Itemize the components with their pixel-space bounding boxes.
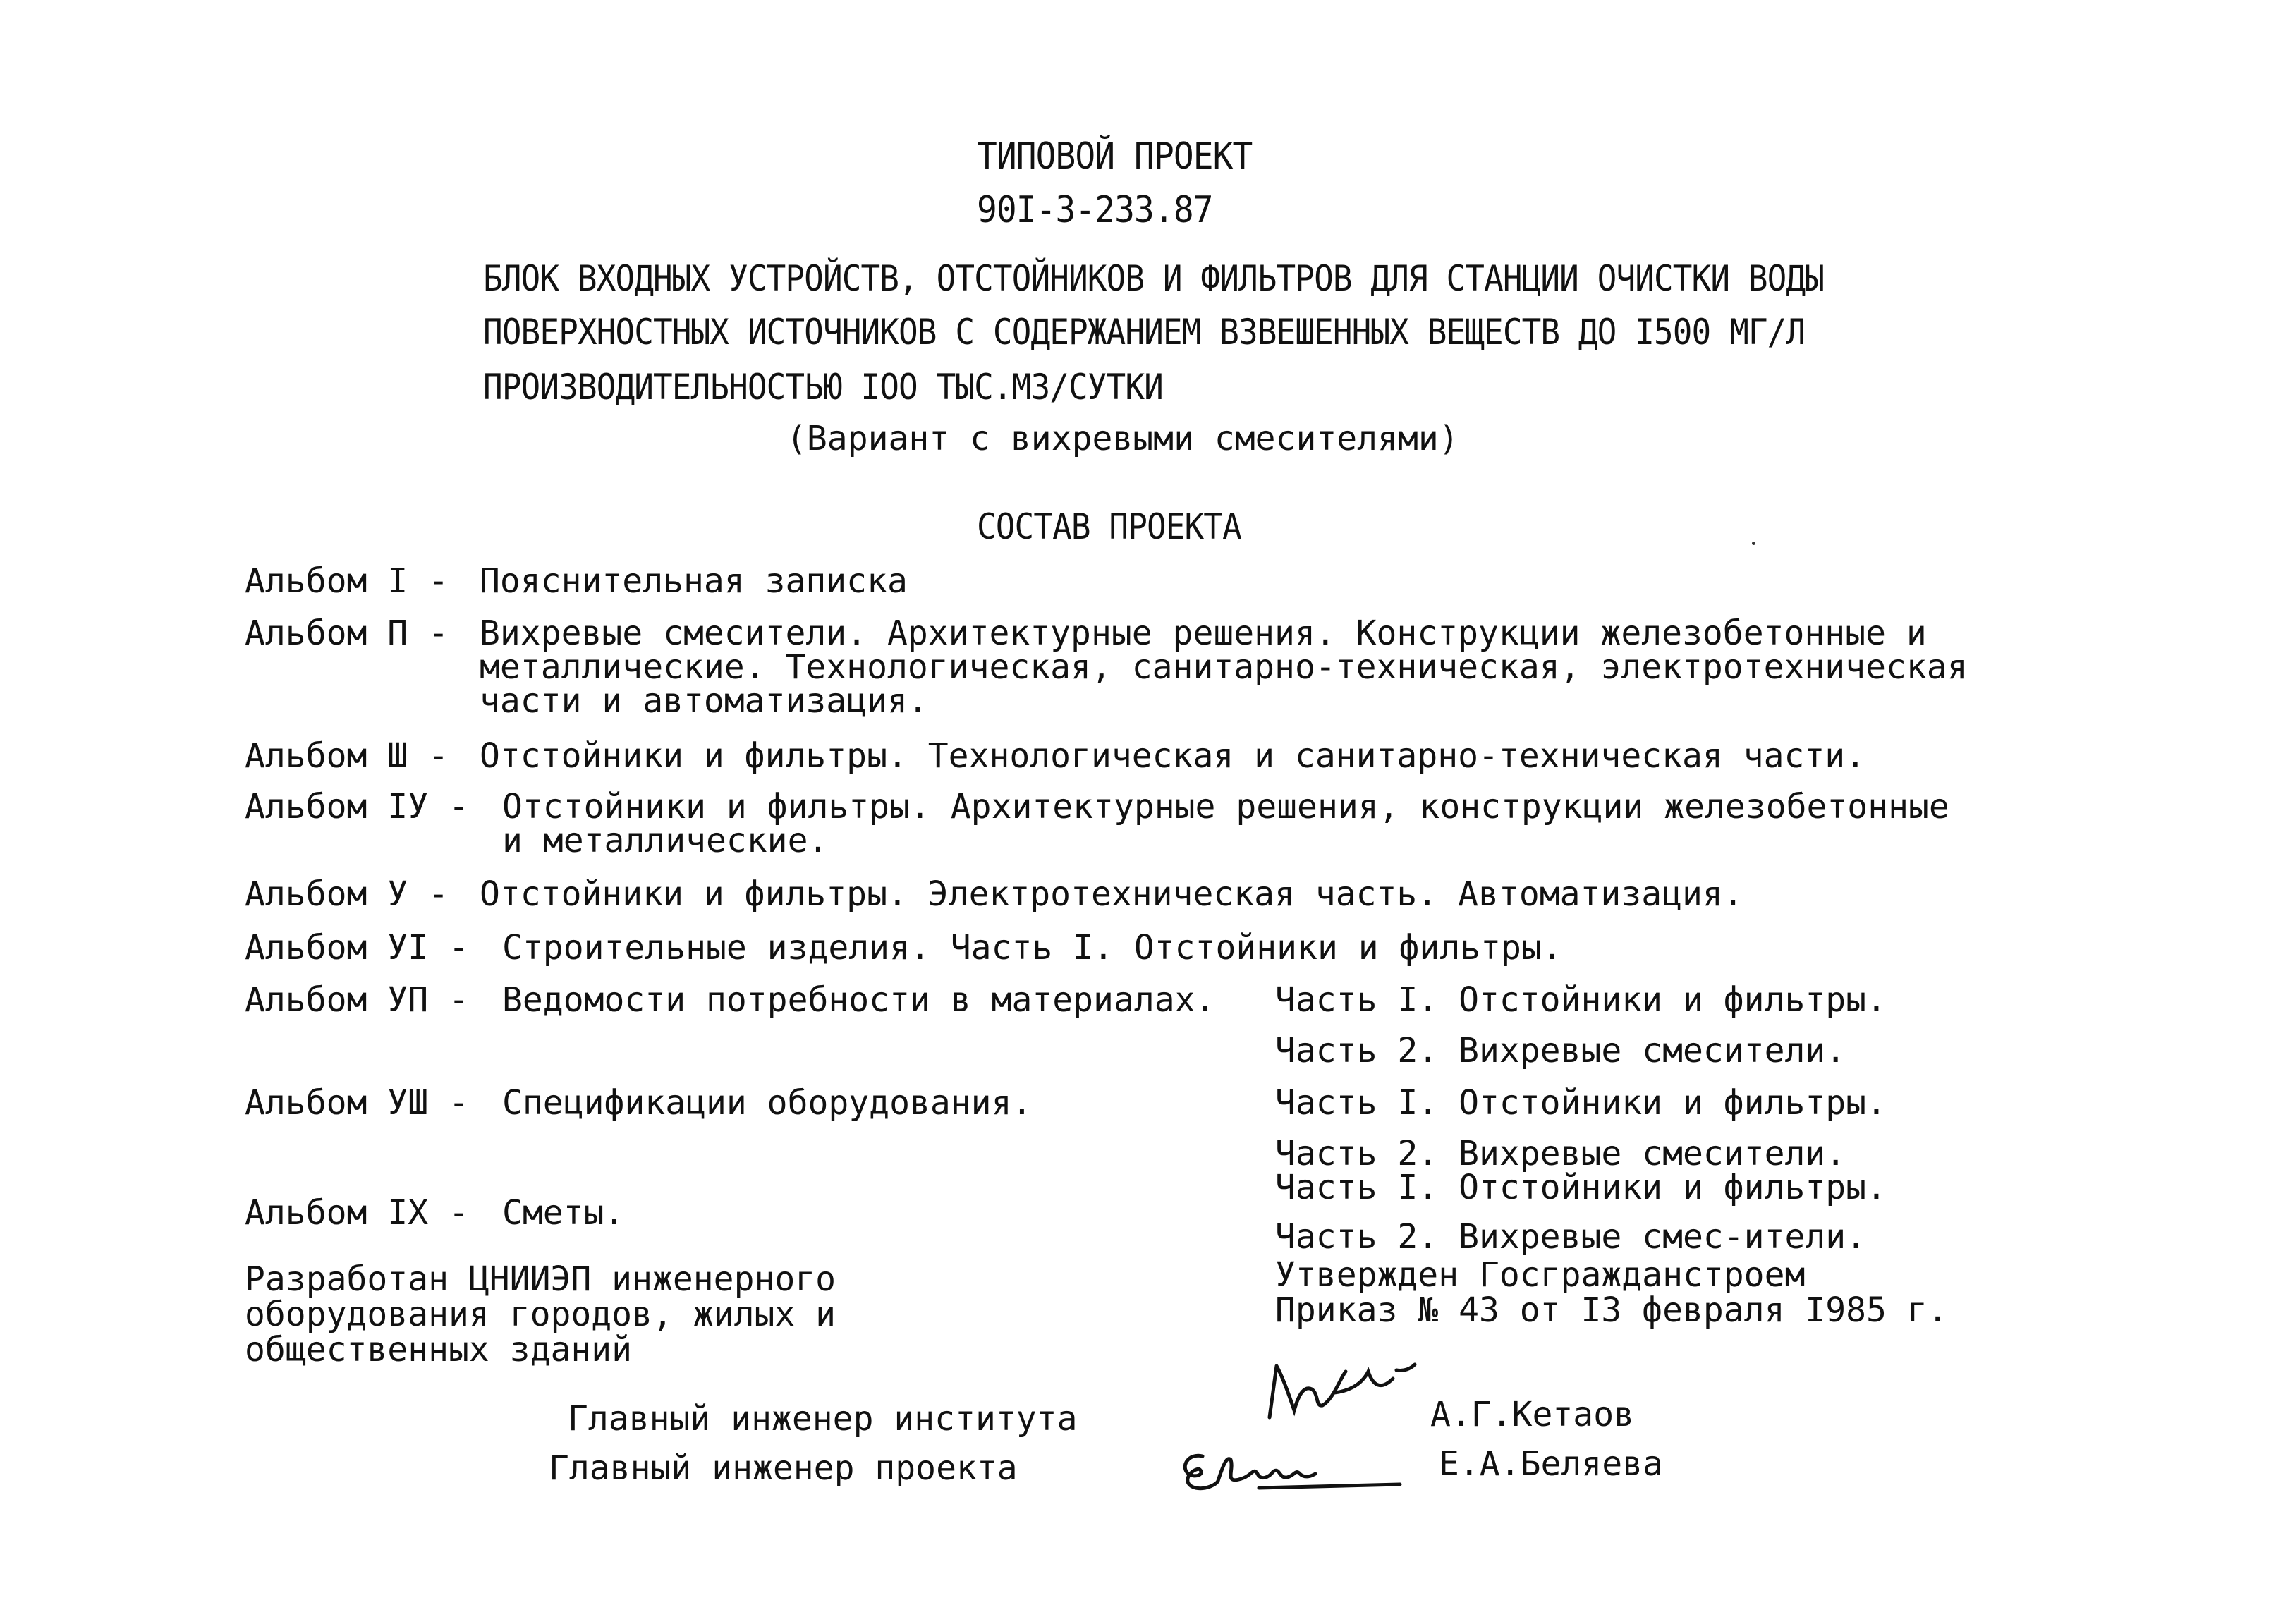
album-label: Альбом УШ - [245, 1083, 469, 1123]
developer-line: Разработан ЦНИИЭП инженерного [245, 1259, 836, 1299]
album-text: Сметы. [502, 1193, 625, 1233]
signatory-name: Е.А.Беляева [1439, 1444, 1663, 1484]
part-item: Часть 2. Вихревые смесители. [1275, 1134, 1846, 1173]
title-line-1: БЛОК ВХОДНЫХ УСТРОЙСТВ, ОТСТОЙНИКОВ И ФИЛЬТРОВ ДЛЯ СТАНЦИИ ОЧИСТКИ ВОДЫ [483, 258, 1824, 299]
album-text: Пояснительная записка [480, 561, 908, 601]
part-item: Часть I. Отстойники и фильтры. [1275, 1083, 1887, 1123]
title-line-3: ПРОИЗВОДИТЕЛЬНОСТЬЮ IOO ТЫС.М3/СУТКИ [483, 367, 1163, 408]
part-item: Часть 2. Вихревые смесители. [1275, 1031, 1846, 1070]
speck [1752, 542, 1755, 545]
developer-line: оборудования городов, жилых и [245, 1295, 836, 1334]
project-number: 90I-3-233.87 [977, 189, 1213, 231]
handwritten-signature [1174, 1435, 1407, 1498]
album-label: Альбом I - [245, 561, 449, 601]
album-text: Отстойники и фильтры. Технологическая и санитарно-техническая части. [480, 736, 1866, 776]
album-label: Альбом IX - [245, 1193, 469, 1233]
part-item: Часть I. Отстойники и фильтры. [1275, 1168, 1887, 1207]
album-text: металлические. Технологическая, санитарно-техническая, электротехническая [480, 647, 1968, 687]
album-label: Альбом УI - [245, 928, 469, 967]
signatory-role: Главный инженер института [568, 1399, 1078, 1439]
handwritten-signature [1255, 1350, 1418, 1428]
title-line-2: ПОВЕРХНОСТНЫХ ИСТОЧНИКОВ С СОДЕРЖАНИЕМ ВЗВЕШЕННЫХ ВЕЩЕСТВ ДО I500 МГ/Л [483, 312, 1806, 353]
approval-line: Утвержден Госгражданстроем [1275, 1255, 1806, 1295]
album-text: Отстойники и фильтры. Электротехническая часть. Автоматизация. [480, 874, 1743, 914]
album-text: и металлические. [502, 821, 829, 860]
variant-note: (Вариант с вихревыми смесителями) [786, 419, 1459, 458]
composition-heading: СОСТАВ ПРОЕКТА [977, 506, 1241, 547]
album-label: Альбом IУ - [245, 787, 469, 826]
album-label: Альбом Ш - [245, 736, 449, 776]
album-label: Альбом П - [245, 613, 449, 653]
album-text: Вихревые смесители. Архитектурные решения. Конструкции железобетонные и [480, 613, 1927, 653]
signatory-role: Главный инженер проекта [549, 1448, 1018, 1488]
album-text: Ведомости потребности в материалах. [502, 980, 1216, 1020]
album-text: Спецификации оборудования. [502, 1083, 1033, 1123]
part-item: Часть I. Отстойники и фильтры. [1275, 980, 1887, 1020]
part-item: Часть 2. Вихревые смес-ители. [1275, 1217, 1867, 1257]
signatory-name: А.Г.Кетаов [1430, 1395, 1634, 1434]
approval-order: Приказ № 43 от I3 февраля I985 г. [1275, 1290, 1948, 1330]
doc-type-heading: ТИПОВОЙ ПРОЕКТ [977, 135, 1253, 178]
album-text: Строительные изделия. Часть I. Отстойники и фильтры. [502, 928, 1562, 967]
album-text: Отстойники и фильтры. Архитектурные решения, конструкции железобетонные [502, 787, 1949, 826]
developer-line: общественных зданий [245, 1330, 633, 1369]
album-label: Альбом УП - [245, 980, 469, 1020]
album-text: части и автоматизация. [480, 681, 928, 721]
album-label: Альбом У - [245, 874, 449, 914]
